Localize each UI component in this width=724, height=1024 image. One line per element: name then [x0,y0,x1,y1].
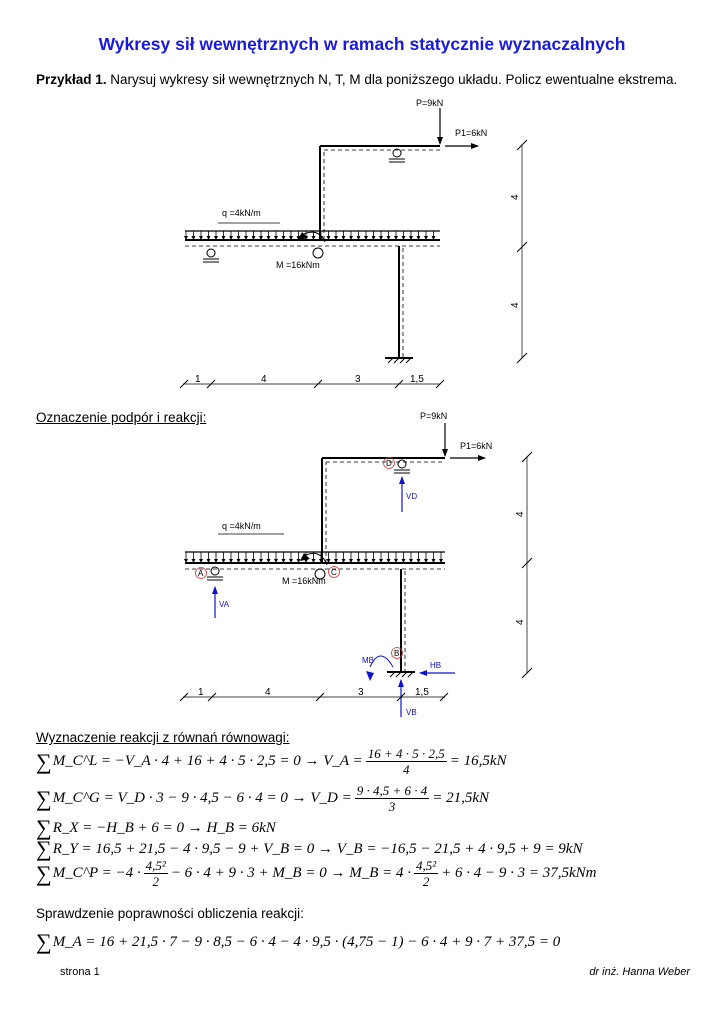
eq5-fraction-1: $\frac{\text{4,5²}}{2}$ [145,858,166,889]
problem-statement [36,72,677,87]
sum-symbol: ∑ [36,748,52,774]
author: dr inż. Hanna Weber [589,966,690,978]
equation-4 [36,838,582,860]
page-number: strona 1 [60,966,100,978]
sum-symbol: ∑ [36,815,52,840]
dim-3-label: 3 [355,374,361,385]
equation-2 [36,783,489,814]
reaction-vd-label: VD [406,492,418,501]
height-top-label: 4 [515,511,526,517]
equation-1 [36,746,507,777]
reaction-hb-label: HB [430,661,442,670]
eq5-part-c: + 6 · 4 − 9 · 3 = 37,5kNm [441,865,597,881]
q-load-label: q =4kN/m [222,521,261,531]
svg-text:A: A [198,569,204,578]
example-text: Narysuj wykresy sił wewnętrznych N, T, M dla poniższego układu. Policz ewentualne ekstrema. [106,72,678,87]
sum-symbol: ∑ [36,836,52,861]
equation-3 [36,817,276,839]
eq5-part-a: M_C^P = −4 · [52,865,141,881]
eq5-fraction-2: $\frac{\text{4,5²}}{2}$ [416,858,437,889]
moment-label: M =16kNm [282,576,326,586]
svg-text:C: C [331,568,337,577]
pin-support-a [203,249,219,262]
p-load-label: P=9kN [420,411,448,421]
p1-load-label: P1=6kN [460,441,493,451]
dim-3-label: 3 [358,687,364,698]
check-heading: Sprawdzenie poprawności obliczenia reakcji: [36,906,304,921]
fixed-support [387,672,415,677]
section-reactions-heading: Wyznaczenie reakcji z równań równowagi: [36,730,290,745]
example-label: Przykład 1. [36,72,107,87]
eq2-right: = 21,5kN [432,790,490,806]
dim-4-label: 1,5 [410,374,424,385]
svg-text:B: B [394,649,400,658]
q-load-label: q =4kN/m [222,208,261,218]
eq2-left: M_C^G = V_D · 3 − 9 · 4,5 − 6 · 4 = 0 → V_D = [52,790,352,806]
fixed-support [385,358,413,363]
reaction-mb-arrowhead [366,671,374,681]
check-equation-text: M_A = 16 + 21,5 · 7 − 9 · 8,5 − 6 · 4 − 4 · 9,5 · (4,75 − 1) − 6 · 4 + 9 · 7 + 37,5 = 0 [52,933,561,950]
p1-load-label: P1=6kN [455,128,488,138]
moment-label: M =16kNm [276,260,320,270]
reaction-va-label: VA [219,600,230,609]
eq1-fraction: $\frac{16 + 4 \cdot 5 \cdot 2,5}{4}$ [367,746,445,777]
sum-symbol: ∑ [36,785,52,811]
node-d-marker [384,458,395,469]
eq1-right: = 16,5kN [449,753,507,769]
eq1-left: M_C^L = −V_A · 4 + 16 + 4 · 5 · 2,5 = 0 → V_A = [52,753,363,769]
hinge-c [313,248,323,258]
sum-symbol: ∑ [36,929,52,954]
svg-text:D: D [386,459,392,468]
reaction-vb-label: VB [406,708,417,717]
p-load-label: P=9kN [416,98,444,108]
reaction-mb-label: MB [362,656,374,665]
height-bottom-label: 4 [515,619,526,625]
page-title: Wykresy sił wewnętrznych w ramach statycznie wyznaczalnych [98,34,626,54]
sum-symbol: ∑ [36,860,52,886]
height-bottom-label: 4 [510,302,521,308]
dim-1-label: 1 [198,687,204,698]
eq4-text: R_Y = 16,5 + 21,5 − 4 · 9,5 − 9 + V_B = 0 → V_B = −16,5 − 21,5 + 4 · 9,5 + 9 = 9kN [52,840,583,857]
eq2-fraction: $\frac{9 \cdot 4,5 + 6 \cdot 4}{3}$ [356,783,428,814]
dim-2-label: 4 [261,374,267,385]
frame-diagram-1 [0,90,724,400]
dim-1-label: 1 [195,374,201,385]
eq3-text: R_X = −H_B + 6 = 0 → H_B = 6kN [52,819,276,836]
node-c-marker [329,567,340,578]
height-top-label: 4 [510,194,521,200]
frame-diagram-2 [0,405,724,725]
eq5-part-b: − 6 · 4 + 9 · 3 + M_B = 0 → M_B = 4 · [170,865,411,881]
check-equation [36,931,560,953]
dim-4-label: 1,5 [415,687,429,698]
pin-support-d [389,149,405,162]
section-supports-heading: Oznaczenie podpór i reakcji: [36,410,207,425]
dim-2-label: 4 [265,687,271,698]
equation-5 [36,858,597,889]
node-a-marker [196,568,207,579]
